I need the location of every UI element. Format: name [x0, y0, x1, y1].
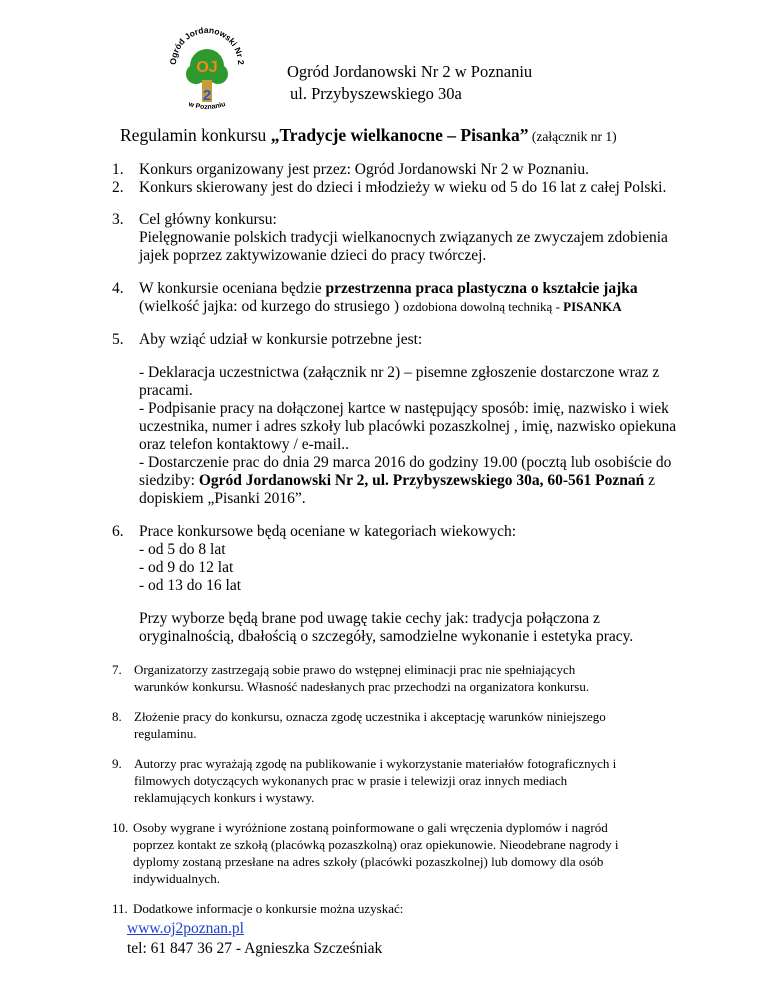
org-address: ul. Przybyszewskiego 30a [290, 84, 462, 103]
logo-text-top: Ogród Jordanowski Nr 2 [167, 24, 247, 66]
website-link[interactable]: www.oj2poznan.pl [127, 920, 244, 937]
logo-number: 2 [202, 87, 212, 104]
logo [166, 20, 248, 120]
org-name: Ogród Jordanowski Nr 2 w Poznaniu [287, 62, 533, 81]
contact-phone: tel: 61 847 36 27 - Agnieszka Szcześniak [127, 940, 383, 957]
page-title: Regulamin konkursu „Tradycje wielkanocne – Pisanka” (załącznik nr 1) [120, 125, 617, 145]
logo-text-bottom: w Poznaniu [187, 100, 227, 112]
logo-letters: OJ [196, 59, 218, 76]
